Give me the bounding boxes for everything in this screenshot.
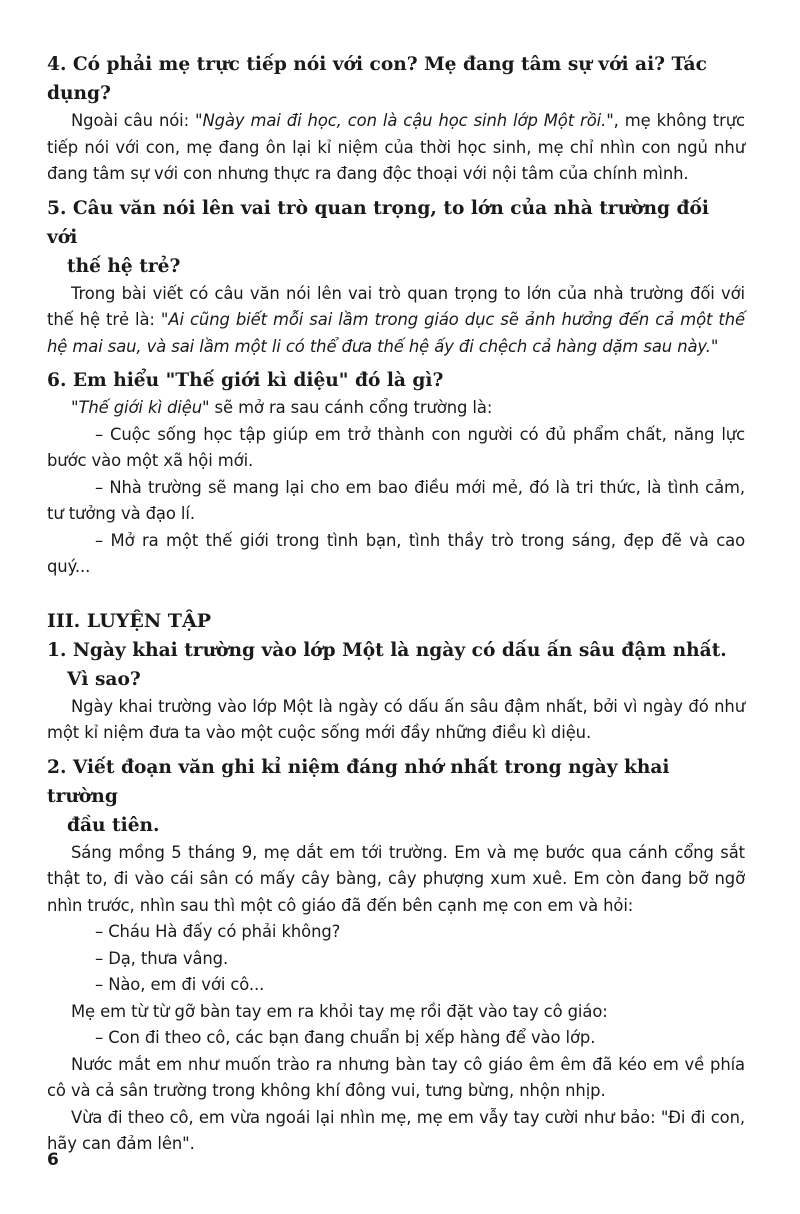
question-6-intro: "Thế giới kì diệu" sẽ mở ra sau cánh cổng trường là: [71, 398, 493, 417]
exercise-2-paragraph: Sáng mồng 5 tháng 9, mẹ dắt em tới trường. Em và mẹ bước qua cánh cổng sắt thật to, đi vào cái sân có mấy cây bàng, cây phượng xum xuê. Em còn đang bỡ ngỡ nhìn trước, nhìn sau thì một cô giáo đã đến bên cạnh mẹ con em và hỏi: [47, 842, 745, 915]
question-6-item: – Cuộc sống học tập giúp em trở thành con người có đủ phẩm chất, năng lực bước vào một xã hội mới. [47, 424, 745, 470]
dialogue-line: – Con đi theo cô, các bạn đang chuẩn bị xếp hàng để vào lớp. [95, 1028, 596, 1047]
exercise-2-paragraph: Nước mắt em như muốn trào ra nhưng bàn tay cô giáo êm êm đã kéo em về phía cô và cả sân trường trong không khí đông vui, tưng bừng, nhộn nhịp. [47, 1054, 745, 1100]
dialogue-line: – Cháu Hà đấy có phải không? [95, 922, 341, 941]
question-4-title: 4. Có phải mẹ trực tiếp nói với con? Mẹ đang tâm sự với ai? Tác dụng? [47, 54, 707, 104]
question-5-title: 5. Câu văn nói lên vai trò quan trọng, to lớn của nhà trường đối với thế hệ trẻ? [47, 197, 709, 277]
page-content [47, 50, 745, 1158]
page-number: 6 [47, 1150, 59, 1170]
question-6-item: – Mở ra một thế giới trong tình bạn, tình thầy trò trong sáng, đẹp đẽ và cao quý... [47, 530, 745, 576]
exercise-2-paragraph: Mẹ em từ từ gỡ bàn tay em ra khỏi tay mẹ rồi đặt vào tay cô giáo: [71, 1001, 608, 1021]
exercise-2-title: 2. Viết đoạn văn ghi kỉ niệm đáng nhớ nhất trong ngày khai trường đầu tiên. [47, 756, 670, 836]
question-6-item: – Nhà trường sẽ mang lại cho em bao điều mới mẻ, đó là tri thức, là tình cảm, tư tưởng và đạo lí. [47, 477, 745, 523]
exercise-1-title: 1. Ngày khai trường vào lớp Một là ngày có dấu ấn sâu đậm nhất. Vì sao? [47, 639, 727, 690]
section-heading: III. LUYỆN TẬP [47, 609, 211, 632]
dialogue-line: – Nào, em đi với cô... [95, 975, 265, 994]
question-4-answer: Ngoài câu nói: "Ngày mai đi học, con là cậu học sinh lớp Một rồi.", mẹ không trực tiếp nói với con, mẹ đang ôn lại kỉ niệm của thời học sinh, mẹ chỉ nhìn con ngủ như đang tâm sự với con nhưng thực ra đang độc thoại với nội tâm của chính mình. [47, 111, 745, 183]
dialogue-line: – Dạ, thưa vâng. [95, 948, 229, 968]
exercise-2-paragraph: Vừa đi theo cô, em vừa ngoái lại nhìn mẹ, mẹ em vẫy tay cười như bảo: "Đi đi con, hãy can đảm lên". [47, 1107, 745, 1153]
question-5-answer: Trong bài viết có câu văn nói lên vai trò quan trọng to lớn của nhà trường đối với thế hệ trẻ là: "Ai cũng biết mỗi sai lầm trong giáo dục sẽ ảnh hưởng đến cả một thế hệ mai sau, và sai lầm một li có thể đưa thế hệ ấy đi chệch cả hàng dặm sau này." [47, 283, 745, 356]
question-6-title: 6. Em hiểu "Thế giới kì diệu" đó là gì? [47, 370, 444, 391]
exercise-1-answer: Ngày khai trường vào lớp Một là ngày có dấu ấn sâu đậm nhất, bởi vì ngày đó như một kỉ niệm đưa ta vào một cuộc sống mới đầy những điều kì diệu. [47, 696, 745, 742]
